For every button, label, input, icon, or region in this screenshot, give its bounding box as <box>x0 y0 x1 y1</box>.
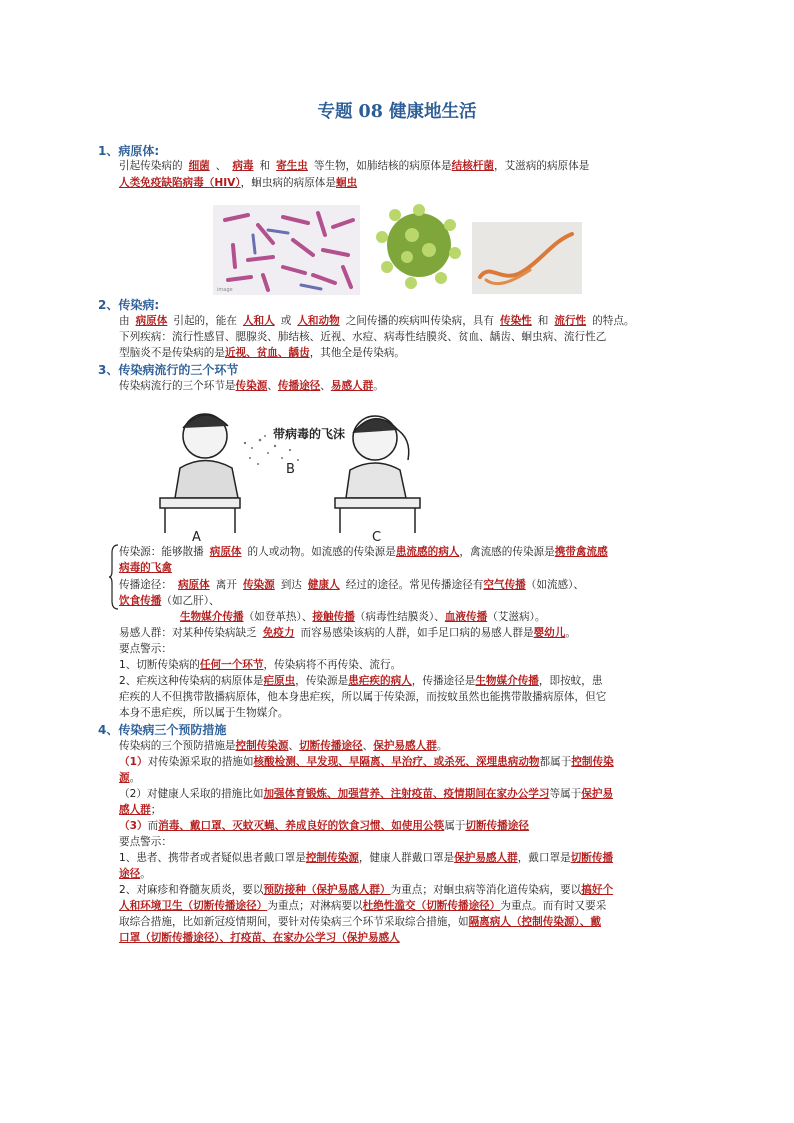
prevention-tip-2-line-2: 人和环境卫生（切断传播途径）为重点；对淋病要以杜绝性滥交（切断传播途径）为重点。而有时又要采 <box>119 900 607 912</box>
answer-flu-patient: 患流感的病人 <box>395 546 460 558</box>
route-line-3: 生物媒介传播（如登革热）、接触传播（病毒性结膜炎）、血液传播（艾滋病）。 <box>180 611 546 623</box>
prevention-tip-heading: 要点警示： <box>119 836 172 848</box>
section-heading-pathogen: 1、病原体: <box>98 144 160 158</box>
sneeze-illustration <box>150 398 430 543</box>
tip-2-line-3: 本身不患疟疾，所以属于生物媒介。 <box>119 707 289 719</box>
answer-tb-bacillus: 结核杆菌 <box>451 160 494 172</box>
section-heading-prevention: 4、传染病三个预防措施 <box>98 723 227 737</box>
page-title: 专题 08 健康地生活 <box>317 102 477 122</box>
virus-image <box>367 195 467 295</box>
svg-text:image: image <box>217 287 233 293</box>
susceptible-line: 易感人群：对某种传染病缺乏 免疫力 而容易感染该病的人群，如手足口病的易感人群是婴幼儿。 <box>119 627 576 639</box>
prevention-tip-1: 1、患者、携带者或者疑似患者戴口罩是控制传染源，健康人群戴口罩是保护易感人群，戴口罩是切断传播 <box>119 852 614 864</box>
answer-bird-flu: 携带禽流感 <box>554 546 608 558</box>
answer-epidemic: 流行性 <box>554 315 587 327</box>
prevention-tip-2-line-3: 取综合措施，比如新冠疫情期间，要针对传染病三个环节采取综合措施，如隔离病人（控制传染源）、戴 <box>119 916 602 928</box>
pathogen-line-1: 引起传染病的 细菌 、 病毒 和 寄生虫 等生物，如肺结核的病原体是结核杆菌，艾滋病的病原体是 <box>119 158 679 175</box>
prevention-tip-2-line-4: 口罩（切断传播途径）、打疫苗、在家办公学习（保护易感人 <box>119 932 400 944</box>
answer-pathogen: 病原体 <box>135 315 168 327</box>
answer-hiv: 人类免疫缺陷病毒（HIV） <box>119 177 241 189</box>
prevention-tip-1-line-2: 途径。 <box>119 868 151 880</box>
answer-route: 传播途径 <box>277 380 321 392</box>
answer-susceptible: 易感人群 <box>330 380 374 392</box>
label-c: C <box>372 530 382 543</box>
measure-2-line-2: 感人群； <box>119 804 162 816</box>
measure-1: （1）对传染源采取的措施如核酸检测、早发现、早隔离、早治疗、或杀死、深埋患病动物都属于控制传染 <box>119 756 614 768</box>
tip-2-line-2: 疟疾的人不但携带散播病原体，他本身患疟疾，所以属于传染源，而按蚊虽然也能携带散播病原体，但它 <box>119 691 607 703</box>
label-b: B <box>286 462 295 477</box>
answer-parasite: 寄生虫 <box>276 160 308 172</box>
answer-contagious: 传染性 <box>500 315 532 327</box>
route-line-2: 饮食传播（如乙肝）、 <box>119 595 220 607</box>
disease-definition-line: 由 病原体 引起的，能在 人和人 或 人和动物 之间传播的疾病叫传染病，具有 传染性 和 流行性 的特点。 <box>119 313 679 330</box>
prevention-line: 传染病的三个预防措施是控制传染源、切断传播途径、保护易感人群。 <box>119 740 448 752</box>
prevention-tip-2: 2、对麻疹和脊髓灰质炎，要以预防接种（保护易感人群）为重点；对蛔虫病等消化道传染病，要以搞好个 <box>119 884 614 896</box>
source-line: 传染源：能够散播 病原体 的人或动物。如流感的传染源是患流感的病人，禽流感的传染源是携带禽流感 <box>119 544 679 561</box>
answer-virus: 病毒 <box>232 160 254 172</box>
measure-3: （3）而消毒、戴口罩、灭蚊灭蝇、养成良好的饮食习惯、如使用公筷属于切断传播途径 <box>119 820 529 832</box>
measure-1-line-2: 源。 <box>119 772 141 784</box>
label-a: A <box>192 530 201 543</box>
route-line: 传播途径： 病原体 离开 传染源 到达 健康人 经过的途径。常见传播途径有空气传播（如流感）、 <box>119 579 585 591</box>
tip-heading: 要点警示： <box>119 643 172 655</box>
answer-bacteria: 细菌 <box>188 160 210 172</box>
tip-2: 2、疟疾这种传染病的病原体是疟原虫，传染源是患疟疾的病人，传播途径是生物媒介传播，即按蚊，患 <box>119 675 603 687</box>
disease-list-line: 下列疾病：流行性感冒、腮腺炎、肺结核、近视、水痘、病毒性结膜炎、贫血、龋齿、蛔虫病、流行性乙 <box>119 331 607 343</box>
answer-source: 传染源 <box>235 380 268 392</box>
answer-human-animal: 人和动物 <box>297 315 340 327</box>
three-links-line: 传染病流行的三个环节是传染源、传播途径、易感人群。 <box>119 380 384 392</box>
answer-human-human: 人和人 <box>242 315 275 327</box>
answer-roundworm: 蛔虫 <box>336 177 358 189</box>
non-infectious-line: 型脑炎不是传染病的是近视、贫血、龋齿，其他全是传染病。 <box>119 347 406 359</box>
bacteria-image <box>213 205 360 295</box>
answer-src-pathogen: 病原体 <box>209 546 242 558</box>
tip-1: 1、切断传染病的任何一个环节，传染病将不再传染、流行。 <box>119 659 402 671</box>
figure-caption: 带病毒的飞沫 <box>273 427 346 441</box>
pathogen-line-2: 人类免疫缺陷病毒（HIV），蛔虫病的病原体是蛔虫 <box>119 177 358 189</box>
roundworm-image <box>472 222 582 294</box>
answer-non-infectious: 近视、贫血、龋齿 <box>224 347 310 359</box>
source-line-2: 病毒的飞禽 <box>119 562 172 574</box>
section-heading-infectious-disease: 2、传染病: <box>98 298 160 312</box>
measure-2: （2）对健康人采取的措施比如加强体育锻炼、加强营养、注射疫苗、疫情期间在家办公学习等属于保护易 <box>119 788 614 800</box>
section-heading-three-links: 3、传染病流行的三个环节 <box>98 363 239 377</box>
